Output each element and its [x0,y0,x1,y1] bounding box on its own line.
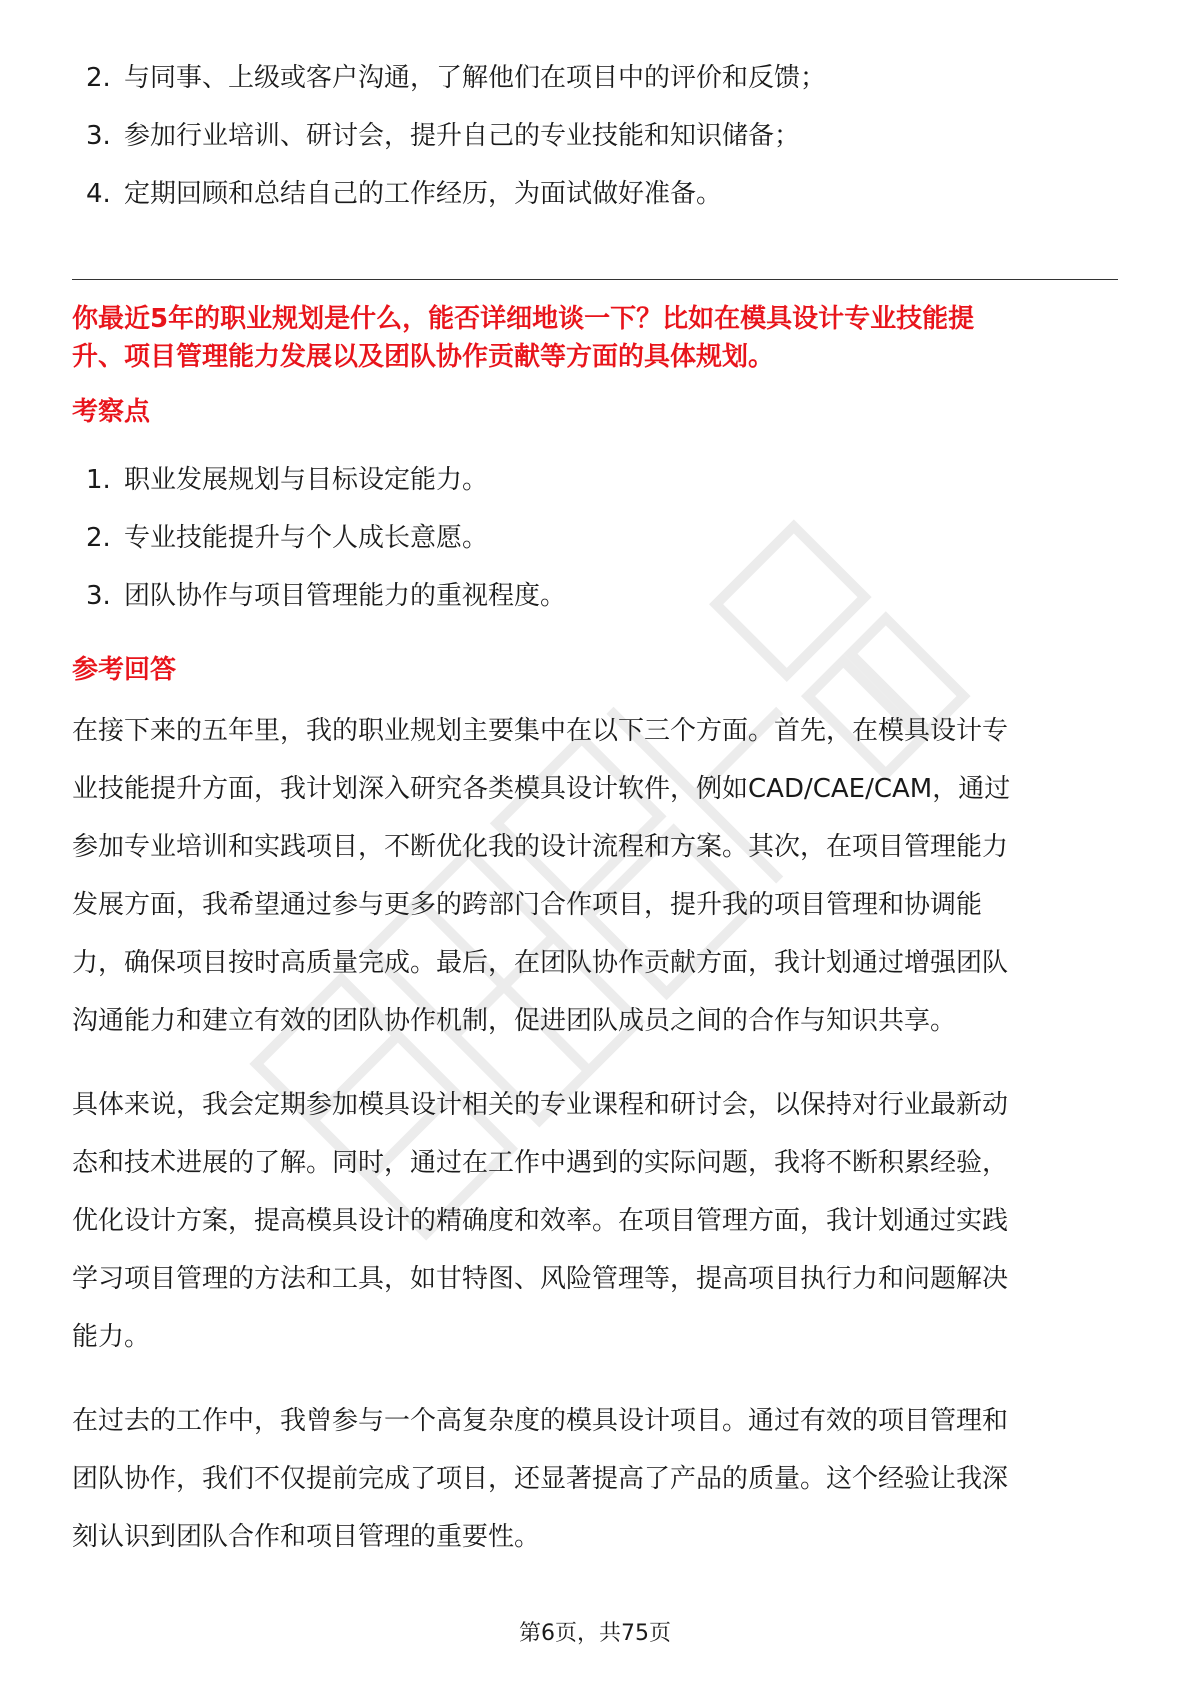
answer-paragraph: 在接下来的五年里，我的职业规划主要集中在以下三个方面。首先，在模具设计专 业技能提升方面，我计划深入研究各类模具设计软件，例如CAD/CAE/CAM，通过 参加专业培训和实践项目，不断优化我的设计流程和方案。其次，在项目管理能力 发展方面，我希望通过参与更多的跨部门合作项目，提升我的项目管理和协调能 力，确保项目按时高质量完成。最后，在团队协作贡献方面，我计划通过增强团队 沟通能力和建立有效的团队协作机制，促进团队成员之间的合作与知识共享。 [72,716,1011,1036]
page-number: 第6页，共75页 [519,1621,671,1646]
reference-answer-title: 参考回答 [72,655,177,685]
answer-paragraph: 具体来说，我会定期参加模具设计相关的专业课程和研讨会，以保持对行业最新动 态和技术进展的了解。同时，通过在工作中遇到的实际问题，我将不断积累经验， 优化设计方案，提高模具设计的精确度和效率。在项目管理方面，我计划通过实践 学习项目管理的方法和工具，如甘特图、风险管理等，提高项目执行力和问题解决 能力。 [72,1090,1009,1352]
exam-points-list [72,462,1118,636]
list-item: 4. 定期回顾和总结自己的工作经历，为面试做好准备。 [86,179,723,209]
interview-question: 你最近5年的职业规划是什么，能否详细地谈一下？比如在模具设计专业技能提 升、项目管理能力发展以及团队协作贡献等方面的具体规划。 [72,304,975,372]
exam-points-title: 考察点 [72,397,151,427]
list-item: 2. 与同事、上级或客户沟通，了解他们在项目中的评价和反馈； [86,63,827,93]
list-item: 1. 职业发展规划与目标设定能力。 [86,465,489,495]
list-item: 2. 专业技能提升与个人成长意愿。 [86,523,489,553]
answer-paragraph: 在过去的工作中，我曾参与一个高复杂度的模具设计项目。通过有效的项目管理和 团队协作，我们不仅提前完成了项目，还显著提高了产品的质量。这个经验让我深 刻认识到团队合作和项目管理的重要性。 [72,1406,1009,1552]
list-item: 3. 参加行业培训、研讨会，提升自己的专业技能和知识储备； [86,121,801,151]
list-item: 3. 团队协作与项目管理能力的重视程度。 [86,581,567,611]
page-content [72,60,1118,1566]
prep-list [72,60,1118,234]
